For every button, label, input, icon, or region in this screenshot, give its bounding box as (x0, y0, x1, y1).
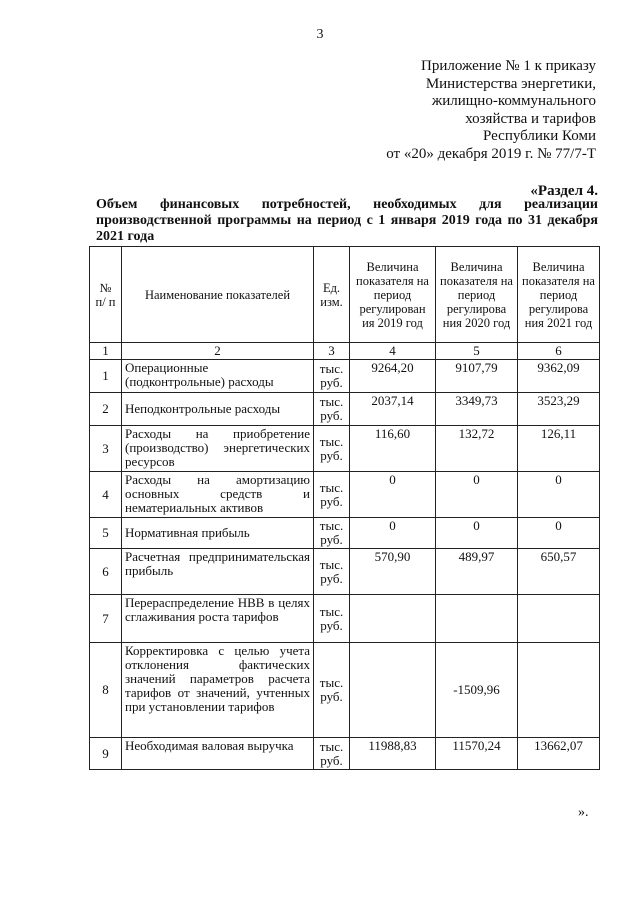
value-2021 (518, 595, 600, 643)
appendix-line: Приложение № 1 к приказу (421, 58, 596, 74)
appendix-line: хозяйства и тарифов (465, 110, 596, 127)
value-2019: 0 (350, 472, 436, 518)
value-2019: 570,90 (350, 549, 436, 595)
value-2020: 0 (436, 518, 518, 549)
table-row (90, 518, 600, 549)
unit-cell: тыс. руб. (314, 518, 350, 549)
value-2021: 0 (518, 472, 600, 518)
unit-cell: тыс. руб. (314, 643, 350, 738)
value-2019 (350, 643, 436, 738)
table-row (90, 426, 600, 472)
unit-cell: тыс. руб. (314, 595, 350, 643)
row-number: 1 (90, 360, 122, 393)
column-index: 4 (350, 343, 436, 360)
value-2020 (436, 595, 518, 643)
row-number: 2 (90, 393, 122, 426)
indicator-name: Необходимая валовая выручка (122, 738, 314, 770)
indicator-name: Расходы на амортизацию основных средств и нематериальных активов (122, 472, 314, 518)
indicator-name: Корректировка с целью учета отклонения фактических значений параметров расчета тарифов от значений, учтенных при установлении тарифов (122, 643, 314, 738)
value-2019: 0 (350, 518, 436, 549)
value-2019: 9264,20 (350, 360, 436, 393)
row-number: 5 (90, 518, 122, 549)
header-num: № п/ п (90, 247, 122, 343)
table-row (90, 738, 600, 770)
value-2020: 489,97 (436, 549, 518, 595)
appendix-line: от «20» декабря 2019 г. № 77/7-Т (386, 145, 596, 162)
row-number: 7 (90, 595, 122, 643)
value-2021 (518, 643, 600, 738)
row-number: 8 (90, 643, 122, 738)
appendix-line: Министерства энергетики, (425, 75, 596, 92)
appendix-header (336, 58, 596, 163)
value-2019: 116,60 (350, 426, 436, 472)
header-2020: Величина показателя на период регулирова ния 2020 год (436, 247, 518, 343)
table-row (90, 643, 600, 738)
value-2020: -1509,96 (436, 643, 518, 738)
unit-cell: тыс. руб. (314, 360, 350, 393)
unit-cell: тыс. руб. (314, 738, 350, 770)
value-2021: 126,11 (518, 426, 600, 472)
column-index: 6 (518, 343, 600, 360)
unit-cell: тыс. руб. (314, 549, 350, 595)
value-2021: 13662,07 (518, 738, 600, 770)
row-number: 6 (90, 549, 122, 595)
value-2020: 11570,24 (436, 738, 518, 770)
value-2021: 650,57 (518, 549, 600, 595)
column-index: 5 (436, 343, 518, 360)
closing-quote-mark: ». (578, 805, 589, 820)
value-2020: 0 (436, 472, 518, 518)
page-number: 3 (316, 27, 324, 42)
header-2021: Величина показателя на период регулирова ния 2021 год (518, 247, 600, 343)
value-2020: 3349,73 (436, 393, 518, 426)
row-number: 4 (90, 472, 122, 518)
header-unit: Ед. изм. (314, 247, 350, 343)
value-2019: 11988,83 (350, 738, 436, 770)
unit-cell: тыс. руб. (314, 393, 350, 426)
column-index: 1 (90, 343, 122, 360)
indicator-name: Перераспределение НВВ в целях сглаживания роста тарифов (122, 595, 314, 643)
table-row (90, 472, 600, 518)
column-index-row (90, 343, 600, 360)
table-row (90, 595, 600, 643)
row-number: 3 (90, 426, 122, 472)
indicator-name: Расчетная предпринимательская прибыль (122, 549, 314, 595)
financial-needs-table (89, 246, 600, 770)
appendix-line: Республики Коми (483, 128, 596, 144)
column-index: 2 (122, 343, 314, 360)
unit-cell: тыс. руб. (314, 426, 350, 472)
value-2020: 132,72 (436, 426, 518, 472)
column-index: 3 (314, 343, 350, 360)
table-row (90, 360, 600, 393)
table-row (90, 393, 600, 426)
unit-cell: тыс. руб. (314, 472, 350, 518)
document-heading: Объем финансовых потребностей, необходимых для реализации производственной программы на период с 1 января 2019 года по 31 декабря 2021 года (96, 197, 598, 244)
value-2021: 3523,29 (518, 393, 600, 426)
row-number: 9 (90, 738, 122, 770)
indicator-name: Расходы на приобретение (производство) энергетических ресурсов (122, 426, 314, 472)
table-row (90, 549, 600, 595)
header-name: Наименование показателей (122, 247, 314, 343)
indicator-name: Операционные (подконтрольные) расходы (122, 360, 314, 393)
value-2019: 2037,14 (350, 393, 436, 426)
header-2019: Величина показателя на период регулирован ия 2019 год (350, 247, 436, 343)
value-2019 (350, 595, 436, 643)
indicator-name: Нормативная прибыль (122, 518, 314, 549)
value-2021: 9362,09 (518, 360, 600, 393)
appendix-line: жилищно-коммунального (431, 93, 596, 109)
value-2020: 9107,79 (436, 360, 518, 393)
value-2021: 0 (518, 518, 600, 549)
section-label: «Раздел 4. (530, 183, 598, 199)
indicator-name: Неподконтрольные расходы (122, 393, 314, 426)
